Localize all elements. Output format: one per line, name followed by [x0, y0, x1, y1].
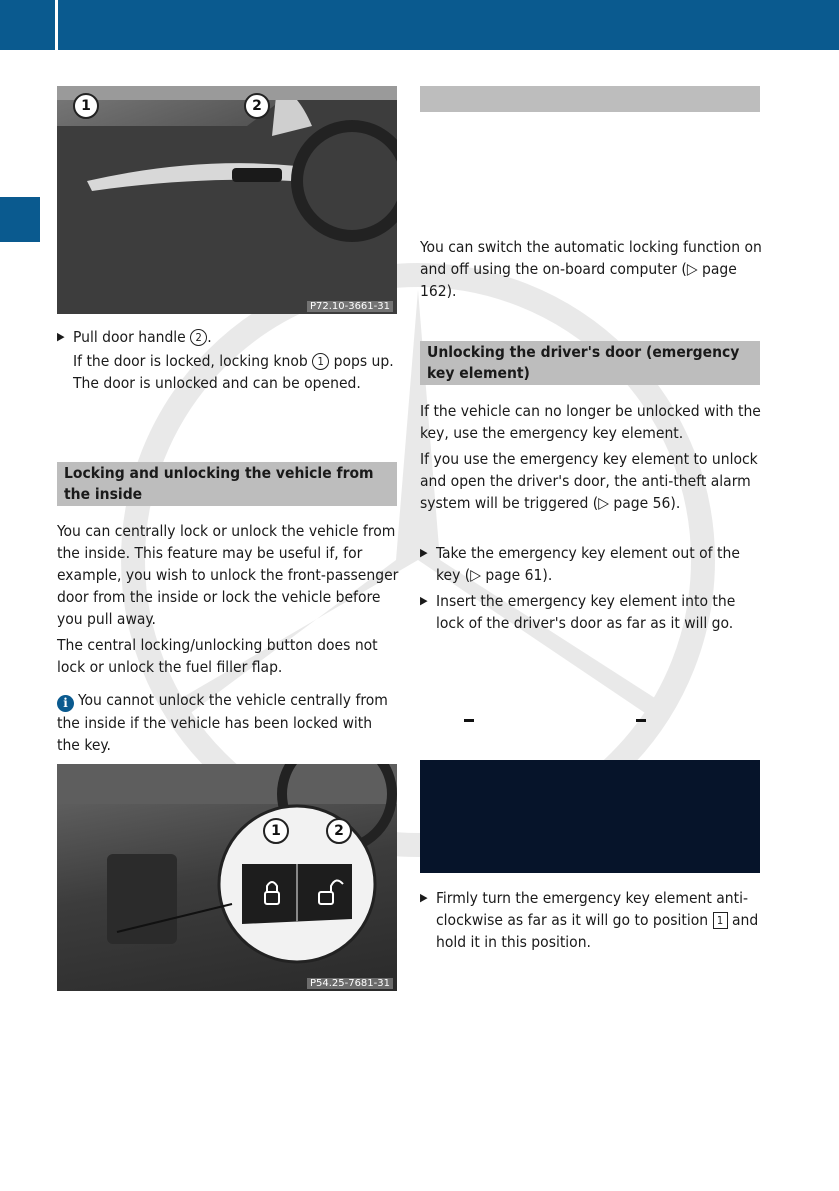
- step-text-end: .: [207, 328, 212, 346]
- callout-ref: 2: [190, 329, 207, 346]
- step-turn-key: [420, 887, 762, 953]
- paragraph-no-unlock: If the vehicle can no longer be unlocked with the key, use the emergency key element.: [420, 402, 761, 442]
- callout-ref: 1: [312, 353, 329, 370]
- info-text: You cannot unlock the vehicle centrally from the inside if the vehicle has been locked with the key.: [57, 691, 388, 754]
- callout-2: 2: [244, 93, 270, 119]
- dash-mark: [636, 719, 646, 722]
- paragraph-automatic-locking: You can switch the automatic locking function on and off using the on-board computer (▷ page 162).: [420, 238, 762, 300]
- step-text-a: Firmly turn the emergency key element anti-clockwise as far as it will go to position: [436, 889, 749, 929]
- door-illustration: [57, 86, 397, 314]
- section-heading-emergency-key: Unlocking the driver's door (emergency key element): [420, 341, 760, 385]
- paragraph-alarm: If you use the emergency key element to unlock and open the driver's door, the anti-theft alarm system will be triggered (▷ page 56).: [420, 450, 758, 512]
- dark-panel: [420, 760, 760, 873]
- step-text-b: and hold it in this position.: [436, 911, 759, 951]
- triangle-right-icon: ▶: [420, 891, 428, 904]
- step-insert-key: [420, 590, 762, 634]
- result-text-a: If the door is locked, locking knob: [73, 352, 313, 370]
- info-note: [57, 689, 399, 756]
- paragraph-fuel-flap: The central locking/unlocking button does not lock or unlock the fuel filler flap.: [57, 636, 378, 676]
- triangle-right-icon: ▶: [420, 546, 428, 559]
- callout-1: 1: [73, 93, 99, 119]
- step-take-key: [420, 542, 762, 586]
- image-code: P54.25-7681-31: [307, 978, 393, 989]
- step-text: Pull door handle: [73, 328, 191, 346]
- lock-buttons-illustration: [57, 764, 397, 991]
- position-ref: 1: [713, 912, 728, 929]
- step-text: Insert the emergency key element into the lock of the driver's door as far as it will go.: [436, 592, 736, 632]
- header-divider: [55, 0, 58, 50]
- dash-mark: [464, 719, 474, 722]
- step-text: Take the emergency key element out of the key (▷ page 61).: [436, 544, 740, 584]
- chapter-tab: [0, 197, 40, 242]
- info-icon: i: [57, 695, 74, 712]
- section-heading-empty: [420, 86, 760, 112]
- result-text-b: pops up. The door is unlocked and can be opened.: [73, 352, 394, 392]
- triangle-right-icon: ▶: [57, 330, 65, 343]
- triangle-right-icon: ▶: [420, 594, 428, 607]
- header-bar: [0, 0, 839, 50]
- step-pull-handle: [57, 326, 399, 394]
- paragraph-central-lock: You can centrally lock or unlock the vehicle from the inside. This feature may be useful if, for example, you wish to unlock the front-passenger door from the inside or lock the vehicle before you pull away.: [57, 522, 399, 628]
- door-interior-photo: [57, 86, 397, 314]
- section-heading-lock-inside: Locking and unlocking the vehicle from the inside: [57, 462, 397, 506]
- step-result: [73, 350, 399, 394]
- image-code: P72.10-3661-31: [307, 301, 393, 312]
- callout-2: 2: [326, 818, 352, 844]
- central-lock-buttons-photo: [57, 764, 397, 991]
- callout-1: 1: [263, 818, 289, 844]
